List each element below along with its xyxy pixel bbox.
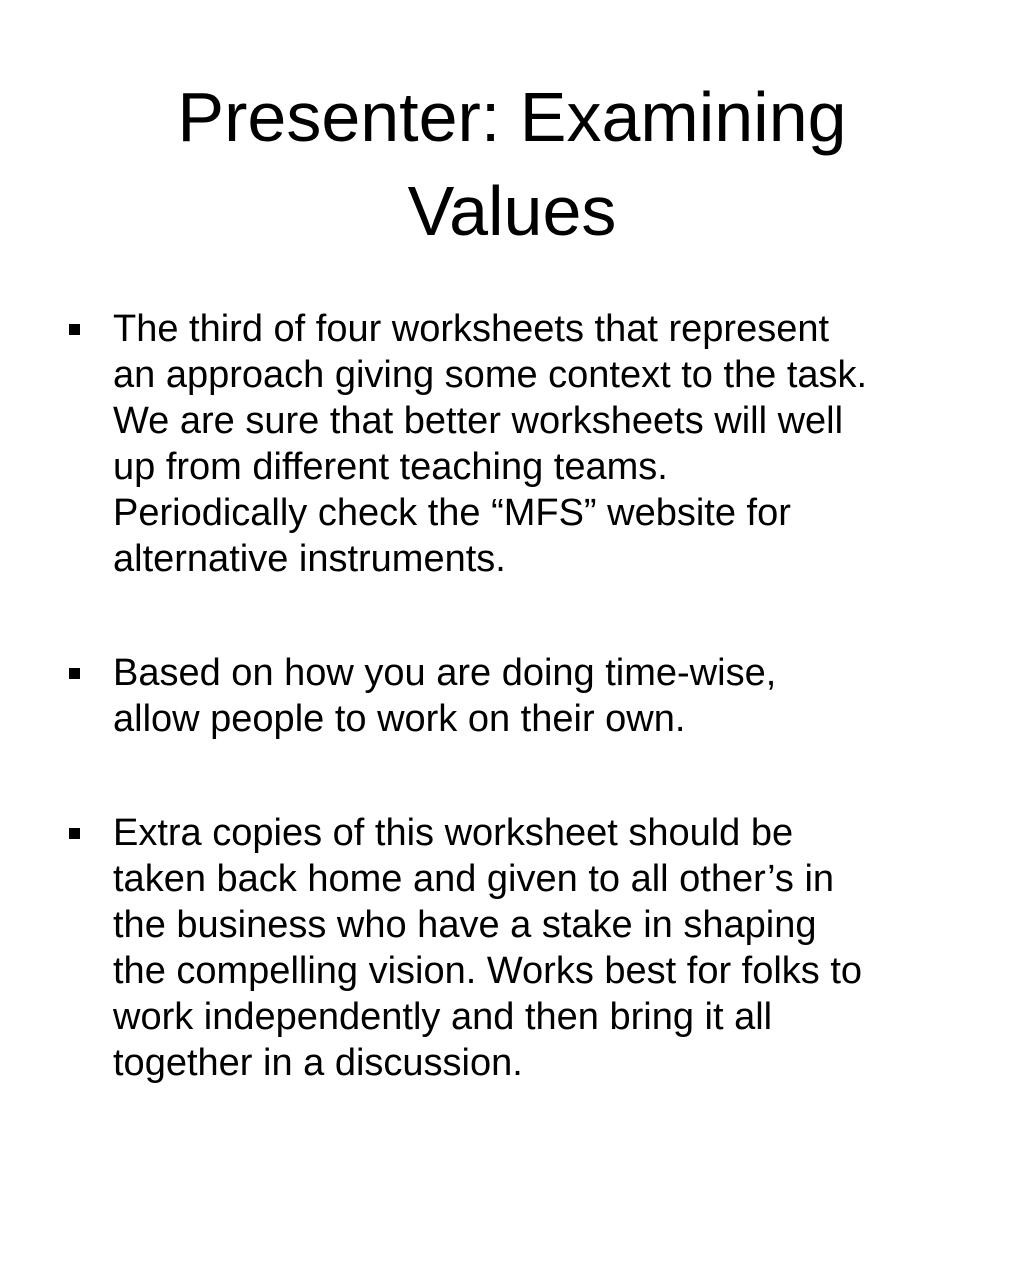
bullet-3-line-6: together in a discussion. [113, 1042, 523, 1084]
bullet-1-line-3: We are sure that better worksheets will well [113, 400, 844, 442]
bullet-3-line-3: the business who have a stake in shaping [113, 904, 817, 946]
bullet-3-line-1: Extra copies of this worksheet should be [113, 812, 794, 854]
square-bullet-icon [69, 668, 80, 679]
bullet-item-3 [0, 810, 1024, 1086]
bullet-list [0, 306, 1024, 1154]
square-bullet-icon [69, 828, 80, 839]
bullet-item-2 [0, 650, 1024, 742]
bullet-2-line-2: allow people to work on their own. [113, 698, 686, 740]
bullet-1-line-1: The third of four worksheets that represent [113, 308, 830, 350]
bullet-3-line-4: the compelling vision. Works best for folks to [113, 950, 863, 992]
bullet-item-1 [0, 306, 1024, 582]
slide-title-line-1: Presenter: Examining [177, 78, 847, 156]
bullet-1-line-2: an approach giving some context to the task. [113, 354, 868, 396]
slide-title-line-2: Values [407, 172, 617, 250]
bullet-2-line-1: Based on how you are doing time-wise, [113, 652, 777, 694]
bullet-1-line-4: up from different teaching teams. [113, 446, 668, 488]
square-bullet-icon [69, 324, 80, 335]
bullet-3-line-5: work independently and then bring it all [113, 996, 773, 1038]
bullet-1-line-5: Periodically check the “MFS” website for [113, 492, 791, 534]
bullet-3-line-2: taken back home and given to all other’s in [113, 858, 835, 900]
bullet-1-line-6: alternative instruments. [113, 538, 506, 580]
slide-title [0, 70, 1024, 258]
